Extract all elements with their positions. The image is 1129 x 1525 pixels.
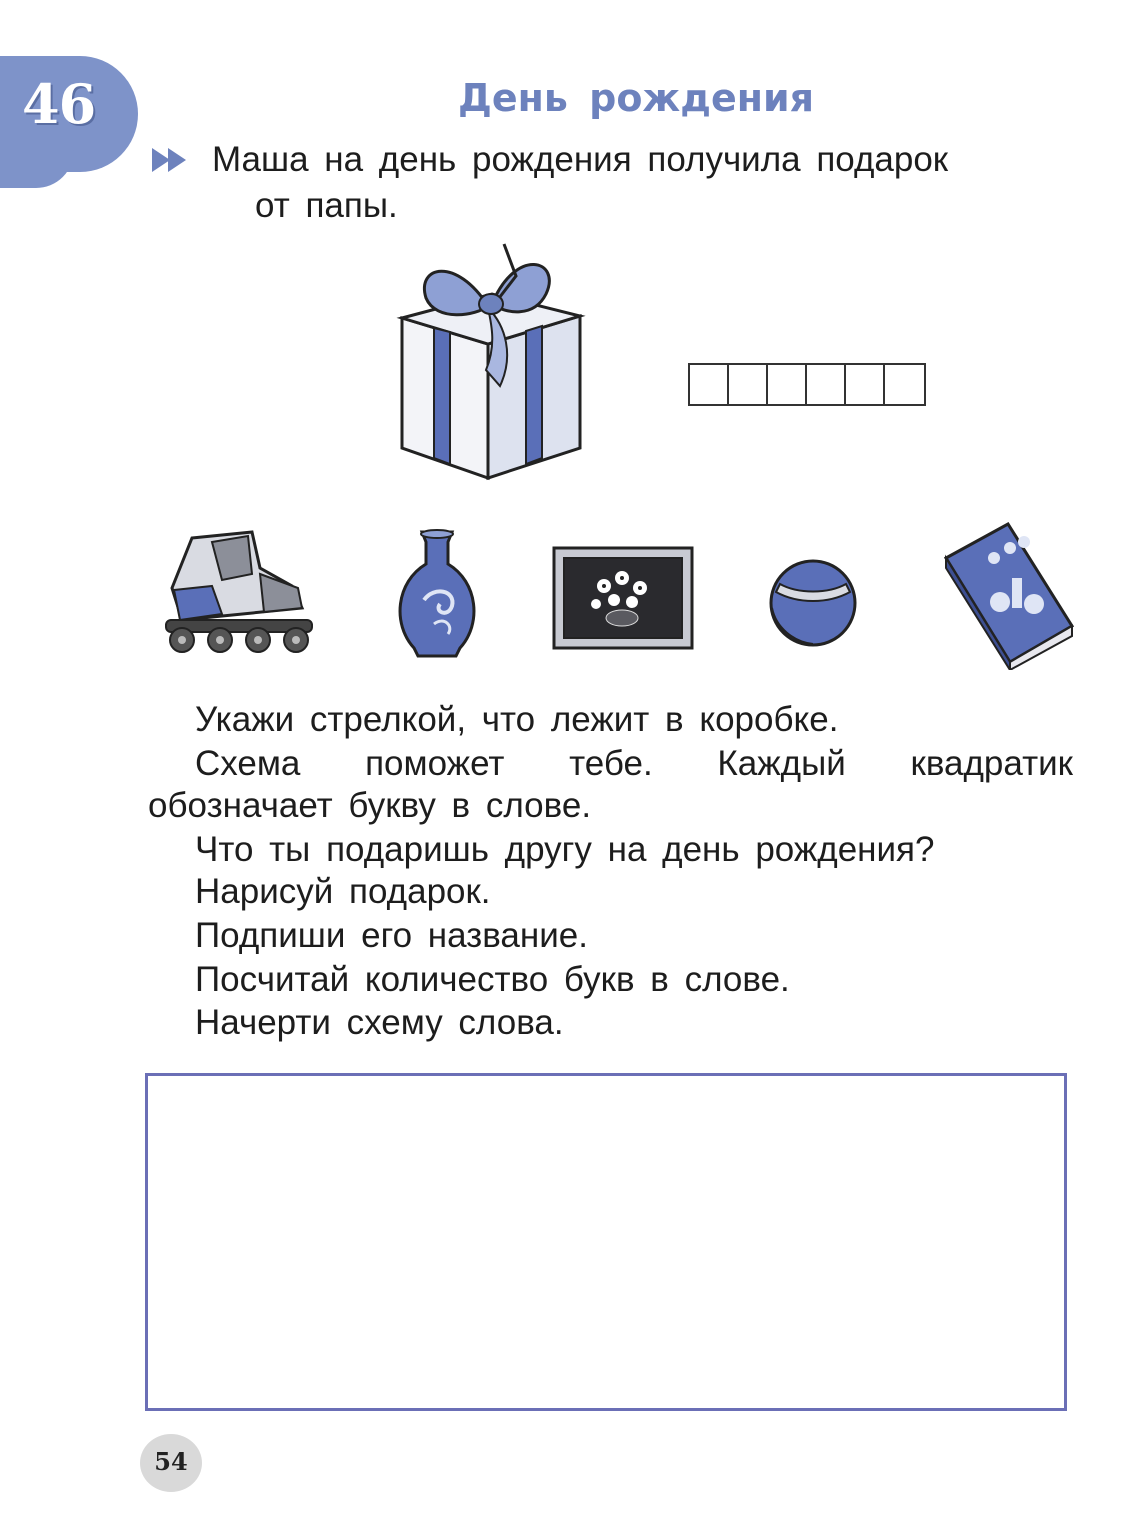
page-title: День рождения — [458, 76, 814, 120]
framed-picture-icon[interactable] — [552, 546, 694, 650]
word-scheme — [688, 363, 926, 406]
vase-icon[interactable] — [394, 528, 480, 660]
task-intro-line-1: Маша на день рождения получила подарок — [212, 140, 949, 179]
book-icon[interactable] — [938, 518, 1078, 670]
task-marker-icon — [152, 146, 192, 174]
scheme-cell[interactable] — [729, 365, 768, 404]
instruction-line-1: Укажи стрелкой, что лежит в коробке. — [195, 700, 839, 739]
scheme-cell[interactable] — [846, 365, 885, 404]
scheme-cell[interactable] — [807, 365, 846, 404]
scheme-cell[interactable] — [768, 365, 807, 404]
scheme-cell[interactable] — [690, 365, 729, 404]
gift-box-icon — [396, 236, 586, 484]
instruction-line-3: обозначает букву в слове. — [148, 786, 592, 825]
ball-icon[interactable] — [768, 558, 858, 648]
instruction-line-5: Нарисуй подарок. — [195, 872, 491, 911]
drawing-area[interactable] — [145, 1073, 1067, 1411]
roller-skate-icon[interactable] — [152, 528, 322, 658]
instruction-line-8: Начерти схему слова. — [195, 1003, 564, 1042]
scheme-cell[interactable] — [885, 365, 924, 404]
instruction-line-2: Схема поможет тебе. Каждый квадратик — [195, 744, 1073, 783]
lesson-badge-tail — [0, 150, 74, 188]
task-intro-line-2: от папы. — [255, 186, 398, 225]
instruction-line-4: Что ты подаришь другу на день рождения? — [195, 830, 935, 869]
instruction-line-6: Подпиши его название. — [195, 916, 588, 955]
lesson-number: 46 — [22, 72, 96, 136]
instruction-line-7: Посчитай количество букв в слове. — [195, 960, 790, 999]
page-number: 54 — [154, 1447, 188, 1476]
